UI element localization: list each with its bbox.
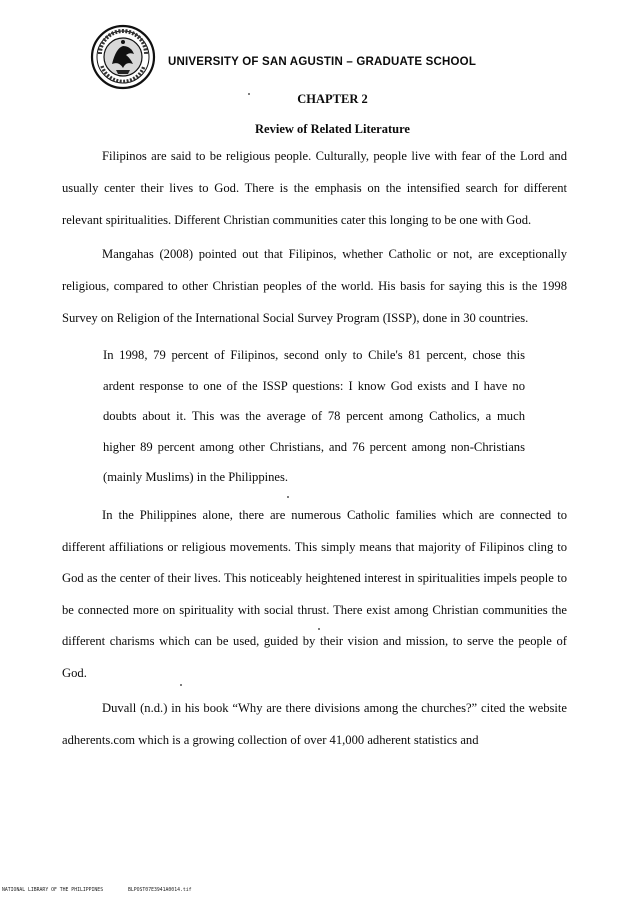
paragraph-philippines: In the Philippines alone, there are numerous Catholic families which are connected to different affiliations or religious movements. This simply means that majority of Filipinos cling to God as the center of their lives. This noticeably heightened interest in spiritualities impels people to be connected more on spirituality with social thrust. There exist among Christian communities the different charisms which can be used, guided by their vision and mission, to serve the people of God. xyxy=(62,508,567,680)
footer-file-id: BLPOST07E3941A0014.tif xyxy=(127,888,192,893)
paragraph-duvall: Duvall (n.d.) in his book “Why are there divisions among the churches?” cited the website adherents.com which is a growing collection of over 41,000 adherent statistics and xyxy=(62,701,567,747)
footer-library: NATIONAL LIBRARY OF THE PHILIPPINES xyxy=(2,888,104,893)
scan-speck xyxy=(318,628,320,630)
scan-speck xyxy=(248,93,250,95)
chapter-heading: CHAPTER 2 xyxy=(297,92,368,106)
paragraph-intro: Filipinos are said to be religious people. Culturally, people live with fear of the Lord and usually center their lives to God. There is the emphasis on the intensified search for different relevant spiritualities. Different Christian communities cater this longing to be one with God. xyxy=(62,149,567,227)
university-seal-icon xyxy=(90,24,156,90)
scan-speck xyxy=(287,496,289,498)
university-header: UNIVERSITY OF SAN AGUSTIN – GRADUATE SCHOOL xyxy=(168,56,477,68)
scan-speck xyxy=(180,684,182,686)
section-title: Review of Related Literature xyxy=(255,122,410,136)
paragraph-mangahas: Mangahas (2008) pointed out that Filipinos, whether Catholic or not, are exceptionally religious, compared to other Christian peoples of the world. His basis for saying this is the 1998 Survey on Religion of the International Social Survey Program (ISSP), done in 30 countries. xyxy=(62,247,567,325)
block-quote: In 1998, 79 percent of Filipinos, second only to Chile's 81 percent, chose this ardent response to one of the ISSP questions: I know God exists and I have no doubts about it. This was the average of 78 percent among Catholics, a much higher 89 percent among other Christians, and 76 percent among non-Christians (mainly Muslims) in the Philippines. xyxy=(103,348,525,484)
scan-footer xyxy=(2,888,214,893)
